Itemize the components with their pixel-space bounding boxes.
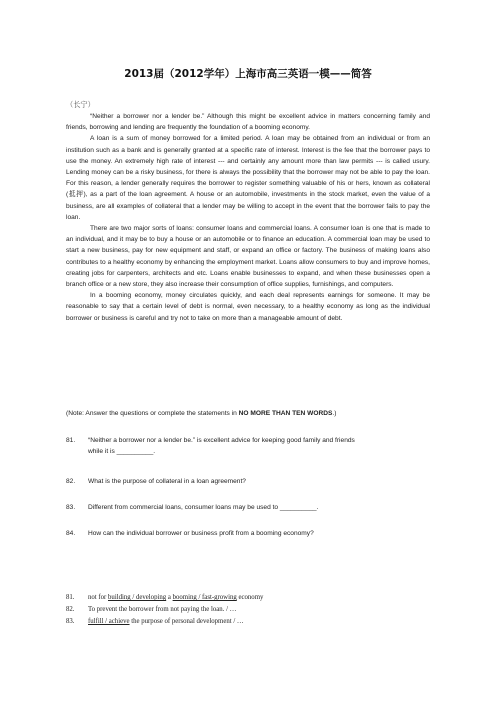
answer-underlined: building / developing xyxy=(108,594,167,601)
answer-underlined: booming / fast-growing xyxy=(172,594,237,601)
question-number: 84. xyxy=(66,530,76,537)
question-text: How can the individual borrower or business profit from a booming economy? xyxy=(88,530,314,537)
instruction-note xyxy=(66,408,430,419)
answer-83 xyxy=(66,617,430,627)
answer-underlined: fulfill / achieve xyxy=(88,618,130,625)
reading-passage xyxy=(66,111,430,324)
question-81 xyxy=(66,435,430,457)
question-84 xyxy=(66,528,430,539)
question-text: Different from commercial loans, consumer loans may be used to __________. xyxy=(88,504,319,511)
answer-number: 81. xyxy=(66,594,75,601)
answer-number: 83. xyxy=(66,618,75,625)
answer-text: not for xyxy=(88,594,109,601)
question-number: 82. xyxy=(66,478,76,485)
note-text: (Note: Answer the questions or complete the statements in xyxy=(66,410,239,417)
answer-81 xyxy=(66,593,430,603)
answer-number: 82. xyxy=(66,606,75,613)
question-text-continued: while it is __________. xyxy=(88,448,156,456)
question-number: 81. xyxy=(66,437,76,444)
answer-text: the purpose of personal development / … xyxy=(129,618,244,625)
note-end: .) xyxy=(332,410,337,417)
passage-paragraph: A loan is a sum of money borrowed for a limited period. A loan may be obtained from an individual or from an institution such as a bank and is generally granted at a specific rate of interest. Interest is the fee that the borrower pays to use the money. An extremely high rate of interest --- and certainly any amount more than law permits --- is called usury. Lending money can be a risky business, for there is always the possibility that the borrower may not be able to pay the loan. For this reason, a lender generally requires the borrower to register something valuable of his or hers, known as collateral (抵押), as a part of the loan agreement. A house or an automobile, investments in the stock market, even the value of a business, are all examples of collateral that a lender may be willing to accept in the event that the borrower fails to pay the loan. xyxy=(66,135,430,221)
page-title: 2013届（2012学年）上海市高三英语一模——简答 xyxy=(124,68,372,80)
answer-text: a xyxy=(166,594,173,601)
answer-text: economy xyxy=(236,594,264,601)
note-emphasis: NO MORE THAN TEN WORDS xyxy=(238,410,333,417)
answer-82 xyxy=(66,605,430,615)
question-number: 83. xyxy=(66,504,76,511)
passage-paragraph: “Neither a borrower nor a lender be.” Although this might be excellent advice in matters concerning family and friends, borrowing and lending are frequently the foundation of a booming economy. xyxy=(66,113,430,132)
question-text: “Neither a borrower nor a lender be.” is excellent advice for keeping good family and friends xyxy=(88,437,355,444)
passage-paragraph: In a booming economy, money circulates quickly, and each deal represents earnings for someone. It may be reasonable to say that a certain level of debt is normal, even necessary, to a healthy economy as long as the individual borrower or business is careful and try not to take on more than a manageable amount of debt. xyxy=(66,292,430,322)
section-tag: （长宁） xyxy=(66,100,95,109)
question-text: What is the purpose of collateral in a loan agreement? xyxy=(88,478,246,485)
question-83 xyxy=(66,502,430,513)
answer-text: To prevent the borrower from not paying the loan. / … xyxy=(88,606,237,613)
passage-paragraph: There are two major sorts of loans: consumer loans and commercial loans. A consumer loan is one that is made to an individual, and it may be to buy a house or an automobile or to finance an education. A commercial loan may be used to start a new business, pay for new equipment and staff, or expand an office or factory. The business of making loans also contributes to a healthy economy by enhancing the employment market. Loans allow consumers to buy and improve homes, creating jobs for carpenters, architects and etc. Loans enable businesses to expand, and when these businesses open a branch office or a new store, they also increase their consumption of office supplies, furnishings, and computers. xyxy=(66,225,430,289)
question-82 xyxy=(66,476,430,487)
